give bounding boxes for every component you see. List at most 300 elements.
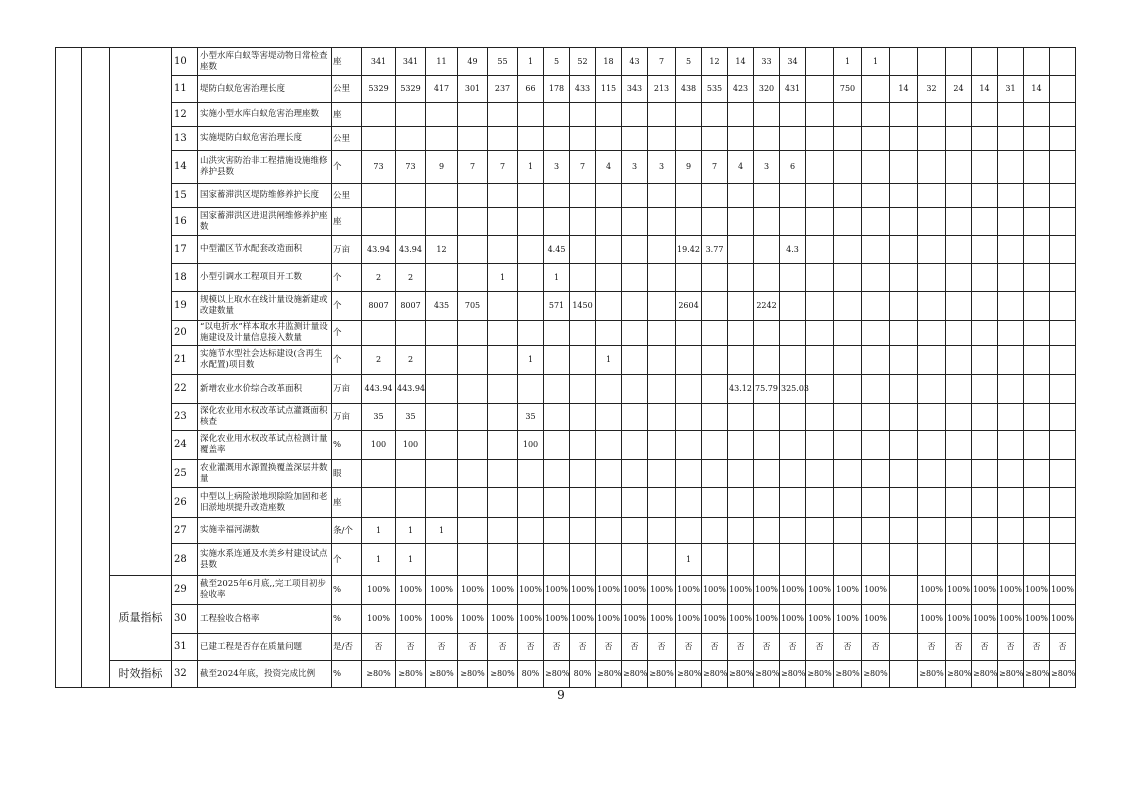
value-cell [780,404,806,431]
value-cell [488,431,518,460]
value-cell [972,48,998,76]
value-cell [622,321,648,346]
value-cell [362,208,396,236]
value-cell [946,236,972,264]
value-cell: ≥80% [676,661,702,688]
value-cell: 7 [488,151,518,184]
value-cell [622,518,648,544]
value-cell: 443.94 [396,375,426,404]
value-cell: 100% [518,576,544,605]
value-cell [780,488,806,518]
value-cell: 100% [806,576,834,605]
value-cell: 3 [622,151,648,184]
table-row [56,264,1076,292]
value-cell: 431 [780,76,806,103]
value-cell [1024,544,1050,576]
value-cell [780,103,806,127]
row-number: 11 [172,76,198,103]
value-cell [518,488,544,518]
value-cell [648,236,676,264]
value-cell: 100% [728,576,754,605]
value-cell [946,151,972,184]
value-cell: 535 [702,76,728,103]
value-cell: 100% [834,576,862,605]
value-cell: ≥80% [834,661,862,688]
indicator-name: 实施幸福河湖数 [198,518,332,544]
value-cell [728,431,754,460]
value-cell [890,127,918,151]
value-cell [458,236,488,264]
value-cell [676,127,702,151]
value-cell [458,127,488,151]
indicator-unit: % [332,661,362,688]
value-cell [1050,48,1076,76]
value-cell: 2 [362,264,396,292]
value-cell: ≥80% [918,661,946,688]
value-cell [998,488,1024,518]
value-cell: 否 [676,634,702,661]
value-cell [488,346,518,375]
performance-indicator-table [55,47,1076,688]
value-cell: 55 [488,48,518,76]
row-number: 21 [172,346,198,375]
value-cell: 100% [862,576,890,605]
value-cell: 否 [648,634,676,661]
value-cell: 100% [834,605,862,634]
value-cell: 1 [362,518,396,544]
indicator-name: 实施水系连通及水美乡村建设试点县数 [198,544,332,576]
value-cell [918,264,946,292]
value-cell: 100% [676,605,702,634]
indicator-unit: 个 [332,346,362,375]
value-cell: 115 [596,76,622,103]
value-cell [728,518,754,544]
value-cell [728,488,754,518]
value-cell [862,236,890,264]
value-cell: 5329 [396,76,426,103]
value-cell: 9 [426,151,458,184]
value-cell [806,48,834,76]
value-cell [648,321,676,346]
value-cell: 343 [622,76,648,103]
table-row [56,460,1076,488]
value-cell: ≥80% [544,661,570,688]
table-row [56,634,1076,661]
value-cell [754,431,780,460]
value-cell [518,236,544,264]
value-cell [362,103,396,127]
value-cell: 438 [676,76,702,103]
outer-col-2 [82,48,110,688]
value-cell [890,605,918,634]
value-cell: 178 [544,76,570,103]
value-cell [806,460,834,488]
value-cell [702,208,728,236]
value-cell [862,544,890,576]
value-cell: 否 [728,634,754,661]
value-cell [862,460,890,488]
value-cell: ≥80% [780,661,806,688]
value-cell [862,184,890,208]
value-cell: 14 [972,76,998,103]
value-cell: 7 [458,151,488,184]
value-cell [544,208,570,236]
value-cell [458,518,488,544]
value-cell [1024,375,1050,404]
value-cell: 100% [780,605,806,634]
value-cell [998,103,1024,127]
value-cell: 100% [972,576,998,605]
value-cell: 705 [458,292,488,321]
value-cell: 341 [362,48,396,76]
value-cell: 213 [648,76,676,103]
value-cell: 100% [972,605,998,634]
value-cell: ≥80% [972,661,998,688]
value-cell [570,184,596,208]
value-cell [972,321,998,346]
value-cell: 19.42 [676,236,702,264]
value-cell: 否 [780,634,806,661]
value-cell: 100% [544,576,570,605]
indicator-unit: 眼 [332,460,362,488]
value-cell [890,151,918,184]
value-cell [396,103,426,127]
value-cell [702,346,728,375]
value-cell: 73 [396,151,426,184]
value-cell: ≥80% [622,661,648,688]
category-quality: 质量指标 [110,576,172,661]
value-cell [648,103,676,127]
indicator-unit: 座 [332,103,362,127]
value-cell [702,460,728,488]
value-cell: 423 [728,76,754,103]
value-cell [458,460,488,488]
indicator-name: 小型引调水工程项目开工数 [198,264,332,292]
indicator-unit: % [332,431,362,460]
value-cell [754,236,780,264]
value-cell [972,208,998,236]
value-cell: 8007 [396,292,426,321]
value-cell [1024,208,1050,236]
value-cell [570,375,596,404]
value-cell: ≥80% [648,661,676,688]
value-cell [518,264,544,292]
value-cell [458,103,488,127]
row-number: 20 [172,321,198,346]
value-cell: 100% [702,605,728,634]
value-cell: 2242 [754,292,780,321]
value-cell: 1 [544,264,570,292]
value-cell [918,518,946,544]
value-cell [918,321,946,346]
value-cell [426,460,458,488]
value-cell [918,103,946,127]
value-cell [1050,544,1076,576]
value-cell [998,404,1024,431]
row-number: 32 [172,661,198,688]
value-cell: 31 [998,76,1024,103]
value-cell [890,48,918,76]
value-cell [458,184,488,208]
value-cell [596,184,622,208]
value-cell: ≥80% [488,661,518,688]
value-cell [596,321,622,346]
value-cell: 100% [596,576,622,605]
value-cell: 73 [362,151,396,184]
value-cell: 7 [648,48,676,76]
value-cell: 1 [426,518,458,544]
value-cell [570,208,596,236]
indicator-name: 中型以上病险淤地坝除险加固和老旧淤地坝提升改造座数 [198,488,332,518]
value-cell [1024,127,1050,151]
value-cell [972,184,998,208]
value-cell: 66 [518,76,544,103]
value-cell [890,404,918,431]
value-cell: 1 [518,48,544,76]
value-cell: 341 [396,48,426,76]
value-cell [426,264,458,292]
row-number: 29 [172,576,198,605]
value-cell [518,184,544,208]
value-cell: 52 [570,48,596,76]
value-cell: 43.12 [728,375,754,404]
value-cell [570,431,596,460]
value-cell: 100% [570,605,596,634]
page-number: 9 [557,688,565,702]
value-cell [702,431,728,460]
indicator-unit: 个 [332,264,362,292]
value-cell [544,375,570,404]
value-cell [488,460,518,488]
value-cell [544,404,570,431]
value-cell [518,103,544,127]
value-cell [596,103,622,127]
value-cell [488,208,518,236]
value-cell [396,184,426,208]
value-cell: 35 [362,404,396,431]
value-cell [806,375,834,404]
value-cell [946,544,972,576]
value-cell [728,404,754,431]
value-cell [998,544,1024,576]
value-cell: 443.94 [362,375,396,404]
value-cell [890,576,918,605]
value-cell [754,488,780,518]
value-cell: 100 [362,431,396,460]
value-cell [1024,431,1050,460]
value-cell: 2 [362,346,396,375]
indicator-unit: 万亩 [332,375,362,404]
value-cell: 100% [754,576,780,605]
value-cell [998,151,1024,184]
value-cell [1050,518,1076,544]
value-cell [862,103,890,127]
value-cell: 7 [702,151,728,184]
value-cell [890,321,918,346]
value-cell [834,404,862,431]
value-cell [1050,208,1076,236]
value-cell [426,321,458,346]
value-cell: ≥80% [702,661,728,688]
value-cell [780,127,806,151]
value-cell [1050,431,1076,460]
value-cell [890,488,918,518]
value-cell: 否 [426,634,458,661]
value-cell [834,375,862,404]
value-cell [702,103,728,127]
value-cell: 43 [622,48,648,76]
value-cell [834,321,862,346]
value-cell [1024,292,1050,321]
value-cell: 100% [918,576,946,605]
value-cell [622,103,648,127]
value-cell [544,127,570,151]
value-cell [780,460,806,488]
value-cell [488,488,518,518]
value-cell [1050,103,1076,127]
value-cell [544,431,570,460]
value-cell: 1450 [570,292,596,321]
value-cell [544,184,570,208]
value-cell [780,208,806,236]
value-cell [570,518,596,544]
value-cell [862,264,890,292]
table-row [56,431,1076,460]
value-cell [890,292,918,321]
value-cell [946,375,972,404]
value-cell: 否 [596,634,622,661]
value-cell [518,460,544,488]
value-cell [998,236,1024,264]
value-cell [972,431,998,460]
value-cell: 否 [488,634,518,661]
value-cell [648,346,676,375]
value-cell [1024,151,1050,184]
table-row [56,103,1076,127]
value-cell [862,151,890,184]
value-cell [622,346,648,375]
value-cell [1050,236,1076,264]
value-cell [396,488,426,518]
table-row [56,48,1076,76]
value-cell [998,127,1024,151]
value-cell [622,292,648,321]
table-row [56,605,1076,634]
value-cell [862,321,890,346]
indicator-name: 中型灌区节水配套改造面积 [198,236,332,264]
value-cell [1050,404,1076,431]
value-cell [1050,184,1076,208]
value-cell: 35 [396,404,426,431]
value-cell [918,544,946,576]
value-cell [946,292,972,321]
value-cell: 49 [458,48,488,76]
value-cell: 18 [596,48,622,76]
value-cell: 4.45 [544,236,570,264]
value-cell [396,127,426,151]
value-cell [458,208,488,236]
value-cell [648,264,676,292]
indicator-name: 规模以上取水在线计量设施新建或改建数量 [198,292,332,321]
table-row [56,76,1076,103]
value-cell [1024,103,1050,127]
value-cell: ≥80% [426,661,458,688]
value-cell [780,346,806,375]
table-row [56,375,1076,404]
value-cell [946,103,972,127]
table-row [56,404,1076,431]
value-cell: 33 [754,48,780,76]
indicator-name: 国家蓄滞洪区进退洪闸维修养护座数 [198,208,332,236]
value-cell [834,431,862,460]
value-cell [702,544,728,576]
value-cell [890,208,918,236]
value-cell: 1 [396,518,426,544]
indicator-name: 工程验收合格率 [198,605,332,634]
value-cell [806,127,834,151]
value-cell [596,544,622,576]
value-cell [918,346,946,375]
value-cell [728,127,754,151]
value-cell: ≥80% [806,661,834,688]
value-cell [998,375,1024,404]
value-cell [518,544,544,576]
value-cell [806,431,834,460]
value-cell [426,431,458,460]
value-cell: 2604 [676,292,702,321]
value-cell [862,488,890,518]
value-cell [622,184,648,208]
value-cell [862,431,890,460]
value-cell [780,321,806,346]
value-cell [754,544,780,576]
value-cell [702,264,728,292]
indicator-name: “以电折水”样本取水井监测计量设施建设及计量信息接入数量 [198,321,332,346]
value-cell [780,431,806,460]
value-cell: 5 [676,48,702,76]
indicator-unit: % [332,576,362,605]
value-cell [918,460,946,488]
value-cell [570,127,596,151]
indicator-unit: 公里 [332,127,362,151]
indicator-name: 堤防白蚁危害治理长度 [198,76,332,103]
value-cell [622,460,648,488]
value-cell [834,544,862,576]
value-cell [998,264,1024,292]
value-cell [862,375,890,404]
value-cell [806,488,834,518]
value-cell: 6 [780,151,806,184]
value-cell [1050,346,1076,375]
value-cell [918,151,946,184]
value-cell [676,208,702,236]
value-cell [518,292,544,321]
value-cell: ≥80% [946,661,972,688]
value-cell [998,346,1024,375]
value-cell: 14 [890,76,918,103]
value-cell: ≥80% [458,661,488,688]
value-cell [676,346,702,375]
value-cell: 43.94 [362,236,396,264]
indicator-name: 国家蓄滞洪区堤防维修养护长度 [198,184,332,208]
value-cell: 否 [570,634,596,661]
value-cell [728,184,754,208]
value-cell [862,518,890,544]
value-cell: 否 [458,634,488,661]
value-cell: 1 [362,544,396,576]
value-cell [1024,236,1050,264]
value-cell [834,127,862,151]
